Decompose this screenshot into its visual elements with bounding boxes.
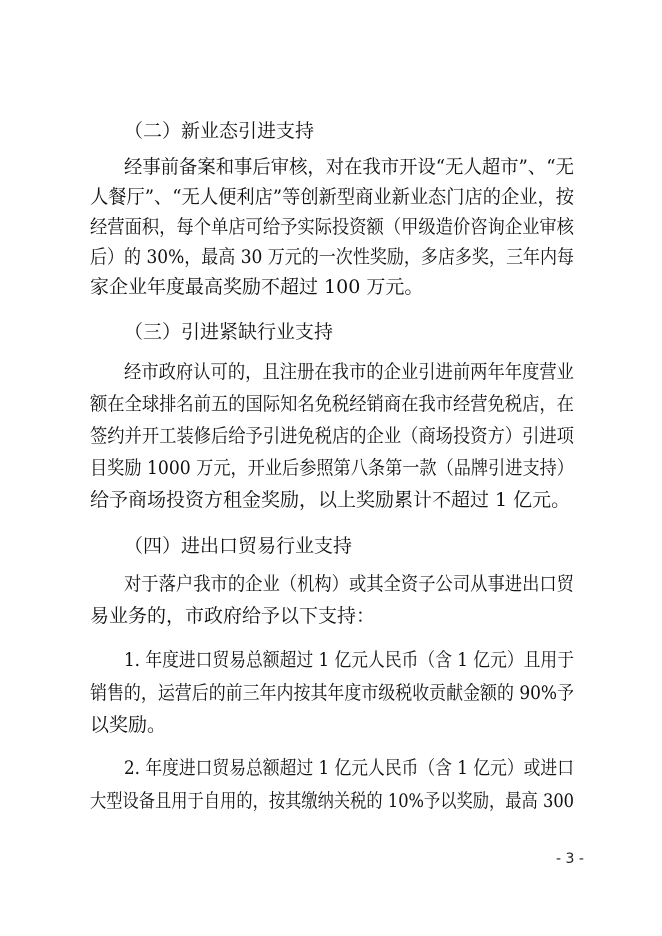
paragraph-text: 后）的 30%，最高 30 万元的一次性奖励，多店多奖，三年内每 xyxy=(90,246,574,268)
paragraph-line xyxy=(0,572,662,596)
paragraph-line xyxy=(0,275,662,299)
section-heading-text: （二）新业态引进支持 xyxy=(124,120,315,142)
paragraph-text: 人餐厅”、“无人便利店”等创新型商业新业态门店的企业，按 xyxy=(90,186,574,208)
list-item-text: 销售的，运营后的前三年内按其年度市级税收贡献金额的 90%予 xyxy=(90,682,574,704)
paragraph-line xyxy=(0,245,662,269)
paragraph-text: 经营面积，每个单店可给予实际投资额（甲级造价咨询企业审核 xyxy=(90,216,574,238)
paragraph-line xyxy=(0,488,662,512)
paragraph-line xyxy=(0,424,662,448)
paragraph-line xyxy=(0,185,662,209)
paragraph-text: 目奖励 1000 万元，开业后参照第八条第一款（品牌引进支持） xyxy=(90,457,574,479)
section-heading xyxy=(0,119,662,143)
list-item-line xyxy=(0,713,662,737)
list-item-line xyxy=(0,756,662,780)
list-item-text: 大型设备且用于自用的，按其缴纳关税的 10%予以奖励，最高 300 xyxy=(90,790,575,812)
list-item-line xyxy=(0,648,662,672)
page-number: - 3 - xyxy=(556,851,584,867)
paragraph-line xyxy=(0,215,662,239)
paragraph-line xyxy=(0,604,662,628)
section-heading-text: （四）进出口贸易行业支持 xyxy=(124,535,353,557)
paragraph-text: 给予商场投资方租金奖励，以上奖励累计不超过 1 亿元。 xyxy=(90,489,571,511)
paragraph-text: 经市政府认可的，且注册在我市的企业引进前两年年度营业 xyxy=(124,361,574,383)
paragraph-text: 家企业年度最高奖励不超过 100 万元。 xyxy=(90,276,424,298)
list-item-text: 以奖励。 xyxy=(90,714,167,736)
paragraph-text: 易业务的，市政府给予以下支持： xyxy=(90,605,376,627)
paragraph-text: 签约并开工装修后给予引进免税店的企业（商场投资方）引进项 xyxy=(90,425,574,447)
paragraph-line xyxy=(0,155,662,179)
section-heading-text: （三）引进紧缺行业支持 xyxy=(124,321,334,343)
section-heading xyxy=(0,320,662,344)
list-item-line xyxy=(0,681,662,705)
section-heading xyxy=(0,534,662,558)
list-item-text: 1. 年度进口贸易总额超过 1 亿元人民币（含 1 亿元）且用于 xyxy=(124,649,575,671)
paragraph-line xyxy=(0,360,662,384)
paragraph-text: 额在全球排名前五的国际知名免税经销商在我市经营免税店，在 xyxy=(90,393,574,415)
paragraph-text: 经事前备案和事后审核，对在我市开设“无人超市”、“无 xyxy=(124,156,574,178)
paragraph-line xyxy=(0,456,662,480)
paragraph-line xyxy=(0,392,662,416)
paragraph-text: 对于落户我市的企业（机构）或其全资子公司从事进出口贸 xyxy=(124,573,574,595)
list-item-line xyxy=(0,789,662,813)
list-item-text: 2. 年度进口贸易总额超过 1 亿元人民币（含 1 亿元）或进口 xyxy=(124,757,575,779)
